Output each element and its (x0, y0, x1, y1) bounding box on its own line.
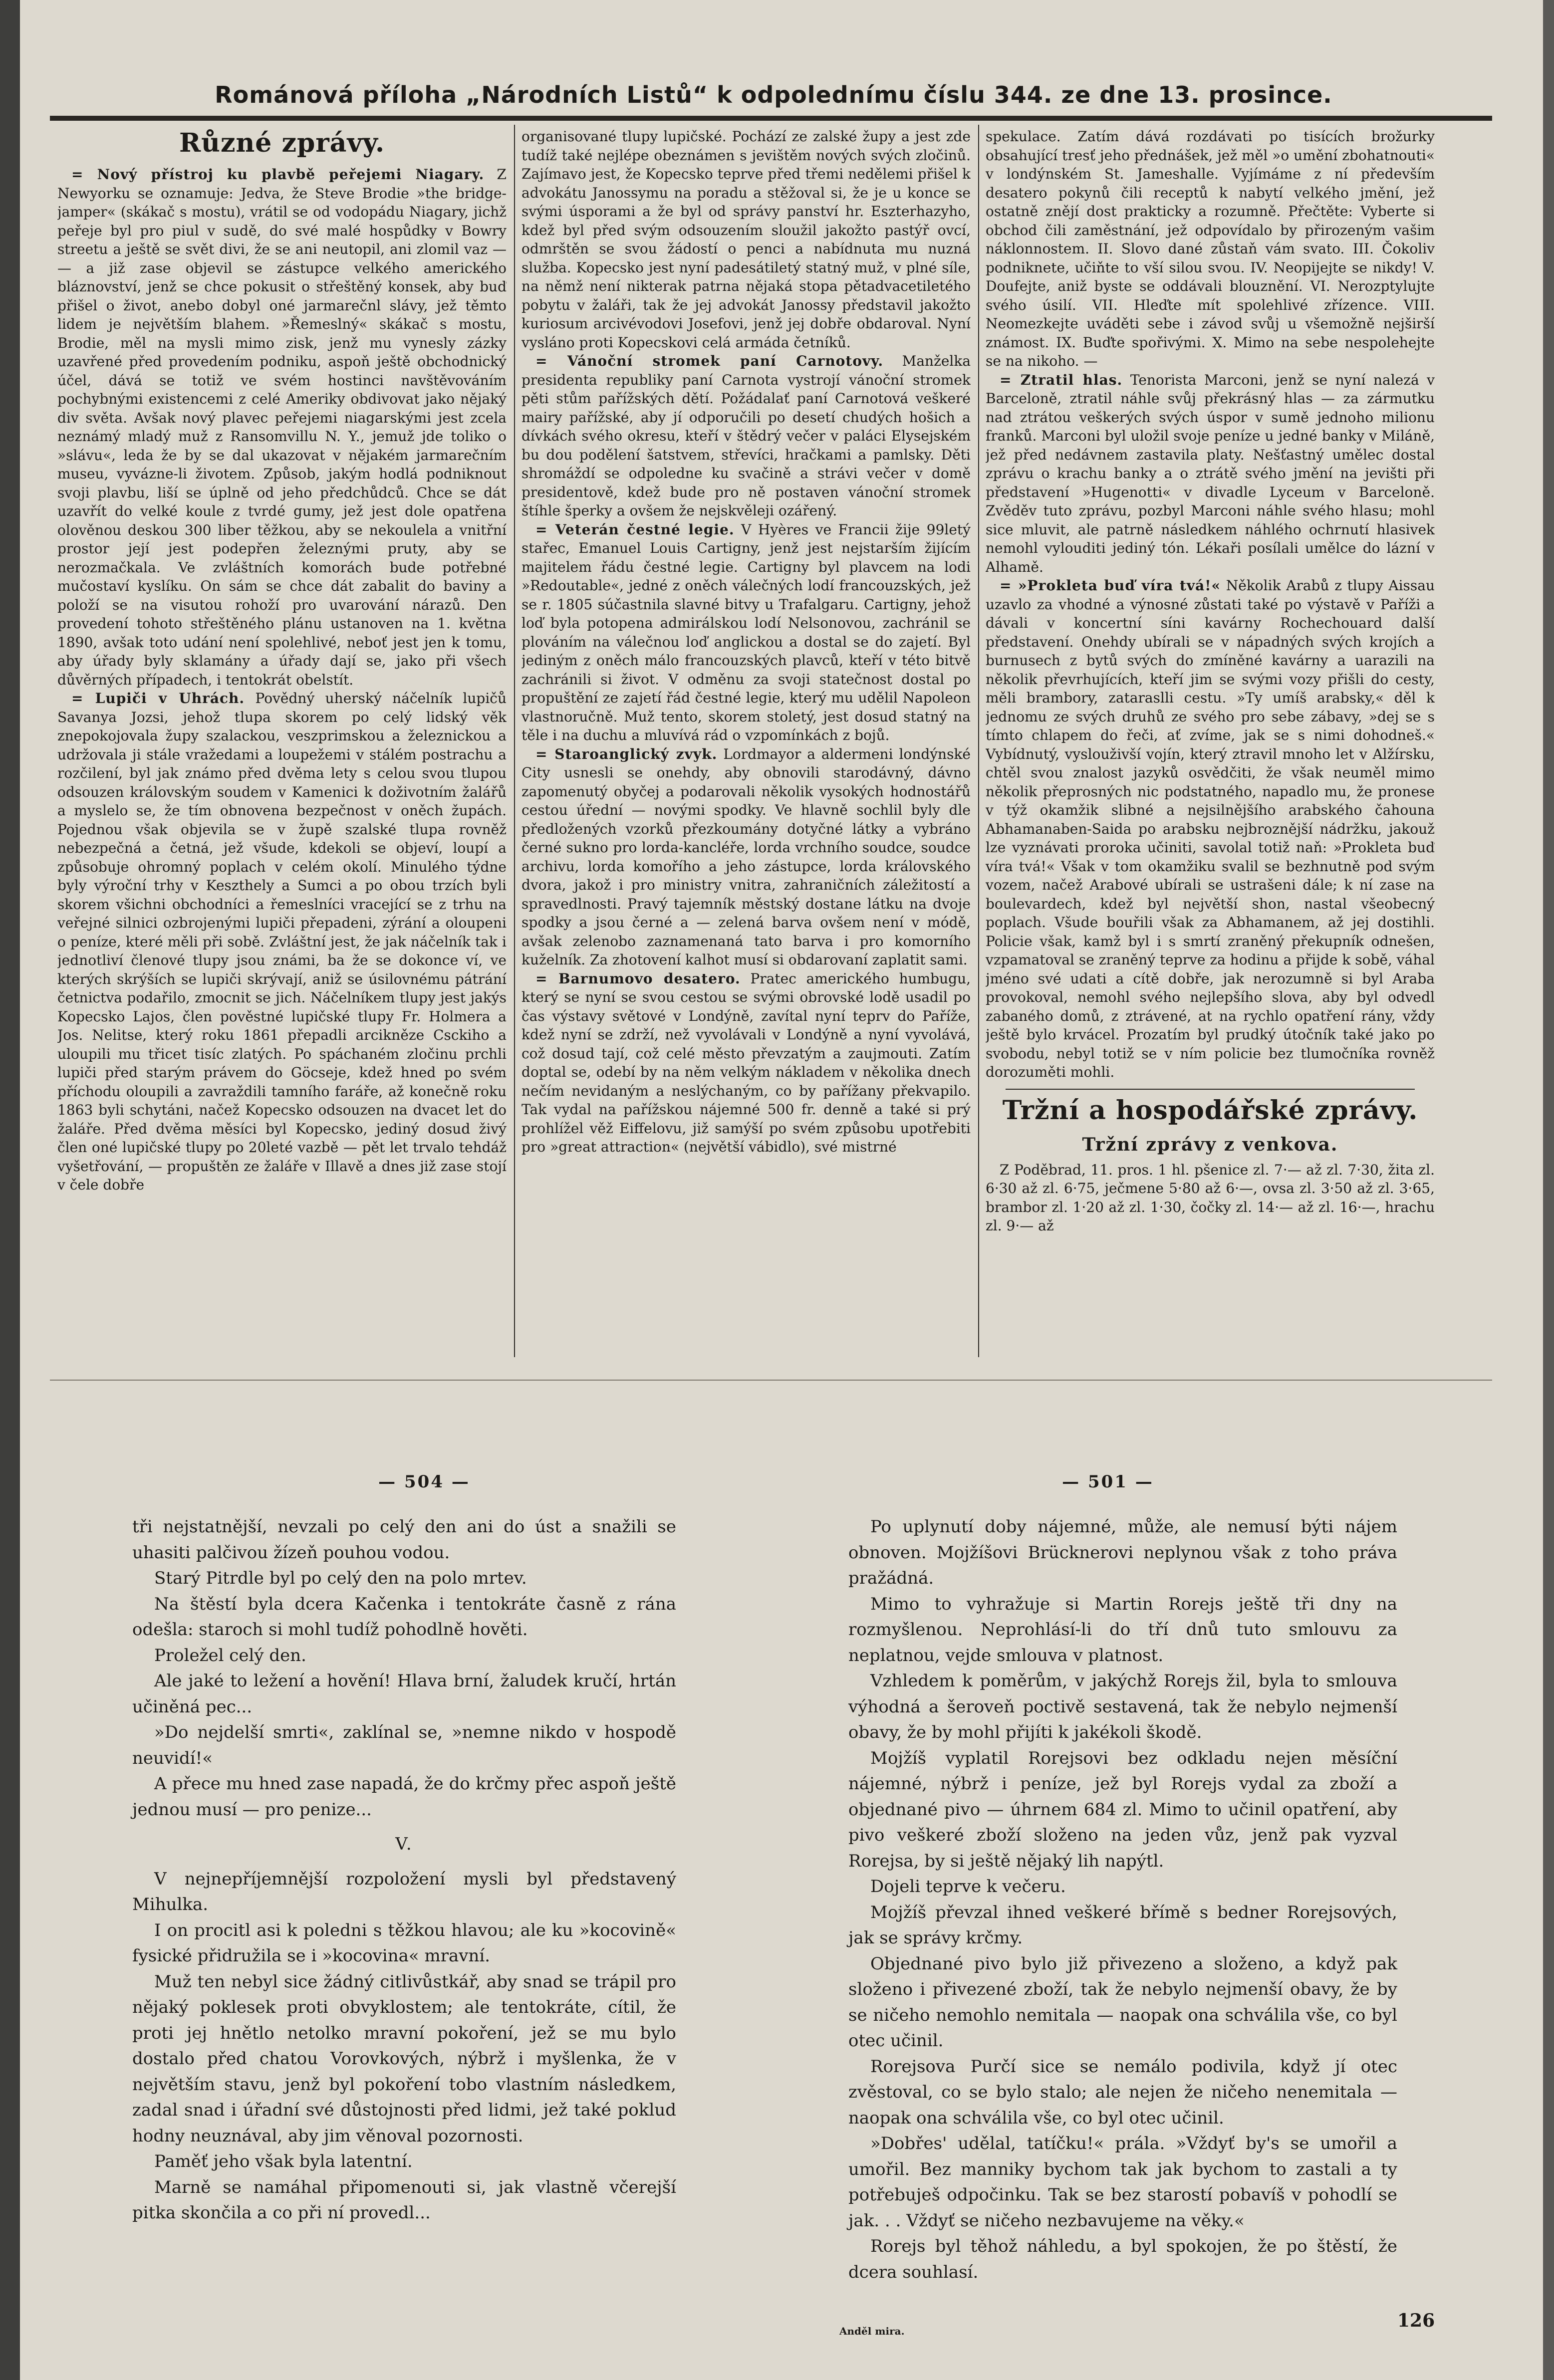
masthead: Románová příloha „Národních Listů“ k odpolednímu číslu 344. ze dne 13. prosince. (215, 81, 1332, 108)
article-title: = Ztratil hlas. (1000, 371, 1123, 388)
article-title: = »Prokleta buď víra tvá!« (1000, 577, 1221, 594)
story-paragraph: Muž ten nebyl sice žádný citlivůstkář, aby snad se trápil pro nějaký poklesek proti obvyklostem; ale tentokráte, cítil, že proti jej hnětlo netolko mravní pokoření, jež se mu bylo dostalo před chatou Vorovkových, nýbrž i myšlenka, že v největším stavu, jenž byl pokoření tobo vlastním následkem, zadal snad i úřadní své důstojnosti před lidmi, jež také poklud hodny neuznával, aby jim věnoval pozornosti. (132, 1971, 676, 2146)
story-paragraph: Rorejs byl těhož náhledu, a byl spokojen, že po štěstí, že dcera souhlasí. (848, 2236, 1397, 2282)
story-paragraph: Ale jaké to ležení a hovění! Hlava brní, žaludek kručí, hrtán učiněná pec... (132, 1671, 676, 1717)
article-title: = Staroanglický zvyk. (535, 745, 718, 762)
article (57, 689, 507, 1194)
market-report: Z Poděbrad, 11. pros. 1 hl. pšenice zl. 7·— až zl. 7·30, žita zl. 6·30 až zl. 6·75, ječmene 5·80 až 6·—, ovsa zl. 3·50 až zl. 3·65, brambor zl. 1·20 až zl. 1·30, čočky zl. 14·— až zl. 16·—, hrachu zl. 9·— až (986, 1161, 1435, 1234)
story-paragraph: Rorejsova Purčí sice se nemálo podivila, když jí otec zvěstoval, co se bylo stalo; ale nejen že ničeho nenemitala — naopak ona schválila vše, co byl otec učinil. (848, 2056, 1397, 2128)
story-left (132, 1514, 676, 2313)
scan-edge-right (1543, 0, 1554, 2380)
story-paragraph: tři nejstatnější, nevzali po celý den ani do úst a snažili se uhasiti palčivou žízeň pouhou vodou. (132, 1517, 676, 1563)
article-text: Povědný uherský náčelník lupičů Savanya Jozsi, jehož tlupa skorem po celý lidský věk znepokojovala župy szalackou, veszprimskou a železnickou a udržovala ji stále vražedami a loupežemi v stálém postrachu a rozčilení, byl jak známo před dvěma lety s celou svou tlupou odsouzen královským soudem v Kamenici k doživotním žalářů a myslelo se, že tím obnovena bezpečnost v oněch župách. Pojednou však objevila se v župě szalské tlupa rovněž nebezpečná a četná, jež všude, kdekoli se objeví, loupí a způsobuje ohromný poplach v celém okolí. Minulého týdne byly výroční trhy v Keszthely a Sumci a po obou trzích byli skorem všichni obchodníci a řemeslníci vracející se z trhu na veřejné silnici ozbrojenými lupiči přepadeni, zýrání a oloupeni o peníze, které měli při sobě. Zvláštní jest, že jak náčelník tak i jednotliví členové tlupy jsou známi, ba že se dokonce ví, ve kterých skrýších se lupiči skrývají, aniž se úsilovnému pátrání četnictva podařilo, zmocnit se jich. Náčelníkem tlupy jest jakýs Kopecsko Lajos, člen pověstné lupičské tlupy Fr. Holmera a Jos. Nelitse, který roku 1861 přepadli arcikněze Csckiho a uloupili mu třicet tisíc zlatých. Po spáchaném zločinu prchli lupiči před starým právem do Göcseje, kdež hned po svém příchodu oloupili a zavraždili tamního faráře, až konečně roku 1863 byli schytáni, načež Kopecsko odsouzen na dvacet let do žaláře. Před dvěma měsíci byl Kopecsko, jediný dosud živý člen oné lupičské tlupy po 20leté vazbě — pět let trvalo tehdáž vyšetřování, — propuštěn ze žaláře v Illavě a dnes již zase stojí v čele dobře (57, 690, 507, 1193)
story-paragraph: V nejnepříjemnější rozpoložení mysli byl představený Mihulka. (132, 1869, 676, 1914)
market-subheadline: Tržní zprávy z venkova. (1082, 1134, 1338, 1155)
story-paragraph: Na štěstí byla dcera Kačenka i tentokráte časně z rána odešla: staroch si mohl tudíž pohodlně hověti. (132, 1594, 676, 1640)
article (521, 352, 971, 520)
article-text: Několik Arabů z tlupy Aissau uzavlo za vhodné a výnosné zůstati také po výstavě v Paříži a dávali v koncertní síni kavárny Rochechouard další představení. Onehdy ubírali se v nápadných svých krojích a burnusech z bytů svých do zmíněné kavárny a uarazili na několik převrhujících, kteří jim se svými vozy přišli do cesty, měli brambory, zataraslli cestu. »Ty umíš arabsky,« děl k jednomu ze svých druhů ze svého pro sebe zábavy, »dej se s tímto chlapem do řeči, ať zvíme, jak se s nimi dohodneš.« Vybídnutý, vyslouživší vojín, který ztravil mnoho let v Alžírsku, chtěl svou znalost jazyků osvědčiti, že však neuměl mimo několik přeprosných nic podstatného, napadlo mu, že pronese v týž okamžik slibné a nejsilnějšího arabského čahouna Abhamanaben-Saida po arabsku nejbroznější nádržku, jakouž lze vyznávati proroka učiniti, savolal totiž naň: »Prokleta buď víra tvá!« Však v tom okamžiku svalil se bezhnutně pod svým vozem, načež Arabové ubírali se ustrašeni dále; k ní zase na boulevardech, kdež byl největší shon, nastal všeobecný poplach. Všude bouřili však za Abhamanem, až jej dostihli. Policie však, kamž byl i s smrtí zraněný překupník odnešen, vzpamatoval se zraněný teprve za hodinu a přijde k sobě, váhal jméno své udati a cítě dobře, jak nerozumně si byl Araba provokoval, nemohl svého nejlepšího slova, aby byl odvedl zabaného domů, z ztrávené, at na rychlo opatření rány, vždy ještě bylo krvácel. Prozatím byl prudký útočník také jako po svobodu, nebyl totiž se v ním policie bez tlumočníka rovněž dorozuměti mohli. (986, 577, 1435, 1080)
article-text: Pratec amerického humbugu, který se nyní se svou cestou se svými obrovské lodě usadil po čas výstavy světové v Londýně, zavítal nyní teprv do Paříže, kdež nyní se zdrží, než vyvolávali v Londýně a nyní vyvolává, což dosud tají, což celé město převzatým a zaujmouti. Zatím doptal se, odebí by na něm velkým nákladem v několika dnech nečím nevidaným a neslýchaným, co by pařížany překvapilo. Tak vydal na pařížskou nájemné 500 fr. denně a také si prý prohlížel věž Eiffelovu, již samýší po svém způsobu upotřebiti pro »great attraction« (největší vábidlo), své mistrné (521, 970, 971, 1155)
market-headline: Tržní a hospodářské zprávy. (1002, 1095, 1418, 1126)
article (986, 576, 1435, 1082)
story-paragraph: Objednané pivo bylo již přivezeno a složeno, a když pak složeno i přivezené zboží, tak že nebylo nejmenší obavy, že by se ničeho nemohlo nemitala — naopak ona schválila vše, co byl otec učinil. (848, 1953, 1397, 2051)
article (521, 745, 971, 969)
story-paragraph: Proležel celý den. (154, 1645, 306, 1666)
column-3 (986, 127, 1435, 1365)
column-divider-1 (514, 125, 515, 1357)
story-paragraph: Marně se namáhal připomenouti si, jak vlastně včerejší pitka skončila a co při ní provedl... (132, 2177, 676, 2223)
signature-mark: Anděl mira. (839, 2325, 905, 2337)
masthead-rule (50, 116, 1492, 121)
article-continuation: spekulace. Zatím dává rozdávati po tisících brožurky obsahující tresť jeho přednášek, jež měl »o umění zbohatnouti« v londýnském St. Jameshalle. Vyjímáme z ní především desatero pokynů čili receptů k nabytí velkého jmění, jež ostatně znějí dost prakticky a rozumně. Přečtěte: Vyberte si obchod čili zaměstnání, jež odpovídalo by přirozeným vašim náklonnostem. II. Slovo dané zůstaň vám svato. III. Čokoliv podniknete, učiňte to vší silou svou. IV. Neopijejte se nikdy! V. Doufejte, aniž byste se oddávali blouznění. VI. Nerozptylujte svého úsilí. VII. Hleďte mít spolehlivé zřízence. VIII. Neomezkejte uváděti sebe i závod svůj u všemožně nejširší známost. IX. Buďte spořivými. X. Mimo na sebe nespolehejte se na nikoho. — (986, 128, 1435, 369)
sheet-number: 126 (1397, 2310, 1435, 2331)
page-number: — 501 — (1062, 1472, 1154, 1492)
story-paragraph: »Dobřes' udělal, tatíčku!« prála. »Vždyť by's se umořil a umořil. Bez manniky bychom tak jak bychom to zastali a ty potřebuješ odpočinku. Tak se bez starostí pobavíš v pohodlí se jak. . . Vždyť se ničeho nezbavujeme na věky.« (848, 2134, 1397, 2231)
story-paragraph: Mimo to vyhražuje si Martin Rorejs ještě tři dny na rozmyšlenou. Neprohlásí-li do tří dnů tuto smlouvu za neplatnou, vejde smlouva v platnost. (848, 1594, 1397, 1666)
story-paragraph: Po uplynutí doby nájemné, může, ale nemusí býti nájem obnoven. Mojžíšovi Brücknerovi neplynou však z toho práva pražádná. (848, 1517, 1397, 1588)
article-title: = Veterán čestné legie. (535, 521, 735, 538)
article-title: = Vánoční stromek paní Carnotovy. (535, 353, 884, 369)
story-paragraph: Mojžíš převzal ihned veškeré břímě s bedner Rorejsových, jak se správy krčmy. (848, 1902, 1397, 1948)
article (521, 520, 971, 745)
article-text: Lordmayor a aldermeni londýnské City usnesli se onehdy, aby obnovili starodávný, dávno zapomenutý obyčej a podarovali několik vysokých hodnostářů cestou úřední — novými spodky. Ve hlavně sochlil byly dle předložených vzorků přezkoumány dotyčné látky a vybráno černé sukno pro lorda-kancléře, lorda vrchního soudce, soudce archivu, lorda komořího a jeho zástupce, lorda královského dvora, jakož i pro ministry vnitra, zahraničních záležitostí a spravedlnosti. Pravý tajemník městský dostane látku na dvoje spodky a jsou černé a — zelená barva ovšem není v módě, avšak zelenobo zaznamenaná tato barva i pro komorního kuželník. Za zhotovení kalhot musí si obdarovaní zaplatit sami. (521, 745, 971, 968)
story-paragraph: Dojeli teprve k večeru. (870, 1877, 1066, 1897)
article-text: Z Newyorku se oznamuje: Jedva, že Steve Brodie »the bridge-jamper« (skákač s mostu), vrátil se od vodopádu Niagary, jichž peřeje byl pro piul v sudě, do své malé hospůdky v Bowry streetu a ještě se svět divi, že se ani neutopil, ani zlomil vaz — — a již zase objevil se zástupce velkého amerického bláznovství, jenž se chce pokusit o střeštěný konsek, aby buď přišel o život, anebo dobyl oné jarmarečnl slávy, jež těmto lidem je největším blahem. »Řemeslný« skákač s mostu, Brodie, měl na mysli mimo zisk, jenž mu vynesly zázky uzavřené před provedením podniku, aspoň ještě obchodnický účel, dává se totiž ve svém hostinci navštěvováním pochybnými existencemi z celé Ameriky obdivovat jako nějaký div světa. Avšak nový plavec peřejemi niagarskými jest zcela neznámý mladý muž z Ransomvillu N. Y., jemuž jde toliko o »slávu«, leda že by se dal ukazovat v nějakém jarmarečním museu, vyvázne-li životem. Způsob, jakým hodlá podniknout svoji plavbu, liší se úplně od jeho předchůdců. Chce se dát uzavřít do velké koule z tvrdé gumy, jež jest dole opatřena olověnou deskou 300 liber těžkou, aby se nekoulela a vnitřní prostor její jest podepřen železnými pruty, aby se nerozmačkala. Ve zvláštních komorách bude potřebné mučostaví kyslíku. On sám se chce dát zabalit do baviny a položí se na visutou rohoží pro uvarování nárazů. Den provedení tohoto střeštěného plánu ustanoven na 1. května 1890, avšak toto udání není spolehlivé, neboť jest jen k tomu, aby úřady byly sklamány a úřady dají se, jako při všech důvěrných případech, i tentokrát obelstít. (57, 166, 507, 688)
column-1 (57, 127, 507, 1365)
chapter-number: V. (395, 1834, 413, 1854)
fold-rule (50, 1380, 1492, 1381)
page-number: — 504 — (378, 1472, 470, 1492)
section-rule (1006, 1089, 1415, 1090)
article-text: Tenorista Marconi, jenž se nyní nalezá v Barceloně, ztratil náhle svůj překrásný hlas — za zármutku nad ztrátou veškerých svých úspor v sumě jednoho milionu franků. Marconi byl uložil svoje peníze u jedné banky v Miláně, jež před nedávnem zastavila platy. Nešťastný umělec dostal zprávu o krachu banky a o ztrátě svého jmění na jevišti při představení »Hugenotti« v divadle Lyceum v Barceloně. Zvěděv tuto zprávu, pozbyl Marconi náhle svého hlasu; mohl sice mluvit, ale patrně následkem náhlého ochrnutí hlasivek nemohl vylouditi jediný tón. Lékaři posílali umělce do lázní v Alhamě. (986, 371, 1435, 575)
article (521, 969, 971, 1157)
story-paragraph: Starý Pitrdle byl po celý den na polo mrtev. (154, 1568, 527, 1588)
article (986, 371, 1435, 577)
article-title: = Nový přístroj ku plavbě peřejemi Niagary. (71, 166, 485, 183)
story-paragraph: A přece mu hned zase napadá, že do krčmy přec aspoň ještě jednou musí — pro penize... (132, 1774, 676, 1820)
story-paragraph: Vzhledem k poměrům, v jakýchž Rorejs žil, byla to smlouva výhodná a šeroveň poctivě sestavená, tak že nebylo nejmenší obavy, že by mohl přijíti k jakékoli škodě. (848, 1671, 1397, 1742)
column-divider-2 (978, 125, 979, 1357)
story-right (848, 1514, 1397, 2313)
section-headline: Různé zprávy. (179, 128, 385, 158)
article-text: Manželka presidenta republiky paní Carnota vystrojí vánoční stromek pěti stům pařížských dětí. Požádalať paní Carnotová veškeré mairy pařížské, aby jí odporučili po desetí chudých hošich a dívkách svého okresu, kteří v štědrý večer v paláci Elysejském bu dou podělení šatstvem, střevíci, hračkami a pamlsky. Děti shromáždí se odpoledne ku svačině a strávi večer v domě presidentově, kdež bude pro ně postaven vánoční stromek štíhle šperky a ovšem že nejskvěleji ozářený. (521, 353, 971, 519)
article-text: V Hyères ve Francii žije 99letý stařec, Emanuel Louis Cartigny, jenž jest nejstarším žijícím majitelem řádu čestné legie. Cartigny byl plavcem na lodi »Redoutable«, jedné z oněch válečných lodí francouzských, jež se r. 1805 súčastnila slavné bitvy u Trafalgaru. Cartigny, jehož loď byla potopena admirálskou lodí Nelsonovou, zachránil se plováním na válečnou loď anglickou a dostal se do zajetí. Byl jediným z oněch málo francouzských plavců, kteří v této bitvě zachránili si život. V odměnu za svoji statečnost dostal po propuštění ze zajetí řád čestné legie, který mu udělil Napoleon vlastnoručně. Muž tento, skorem stoletý, jest dosud statný na těle i na duchu a mluvívá rád o vzpomínkách z bojů. (521, 521, 971, 743)
story-paragraph: Mojžíš vyplatil Rorejsovi bez odkladu nejen měsíční nájemné, nýbrž i peníze, jež byl Rorejs vydal za zboží a objednané pivo — úhrnem 684 zl. Mimo to učinil opatření, aby pivo veškeré zboží složeno na jeden vůz, jenž pak vyzval Rorejsa, by si ještě nějaký lih napýtl. (848, 1748, 1397, 1871)
article (57, 165, 507, 689)
article-title: = Barnumovo desatero. (535, 970, 741, 987)
scan-edge-left (0, 0, 20, 2380)
story-paragraph: »Do nejdelší smrti«, zaklínal se, »nemne nikdo v hospodě neuvidí!« (132, 1722, 676, 1768)
article-title: = Lupiči v Uhrách. (71, 690, 245, 707)
column-2 (521, 127, 971, 1365)
article-continuation: organisované tlupy lupičské. Pochází ze zalské župy a jest zde tudíž také nejlépe obeznámen s jevištěm nových svých zločinů. Zajímavo jest, že Kopecsko teprve před třemi nedělemi přišel k advokátu Janossymu na poradu a stěžoval si, že je u konce se svými úsporami a že byl od správy panství hr. Eszterhazyho, kdež byl před svým odsouzením sloužil jakožto pastýř ovcí, odmrštěn se svou žádostí o penci a nabídnuta mu nuzná služba. Kopecsko jest nyní padesátiletý statný muž, v plné síle, na němž není nikterak patrna nějaká stopa pětadvacetiletého pobytu v žaláři, tak že jej advokát Janossy představil jakožto kuriosum arcivévodovi Josefovi, jenž jej dobře obdaroval. Nyní vysláno proti Kopecskovi celá armáda četníků. (521, 128, 971, 351)
story-paragraph: I on procitl asi k poledni s těžkou hlavou; ale ku »kocovině« fysické přidružila se i »kocovina« mravní. (132, 1920, 676, 1966)
story-paragraph: Paměť jeho však byla latentní. (154, 2151, 413, 2171)
